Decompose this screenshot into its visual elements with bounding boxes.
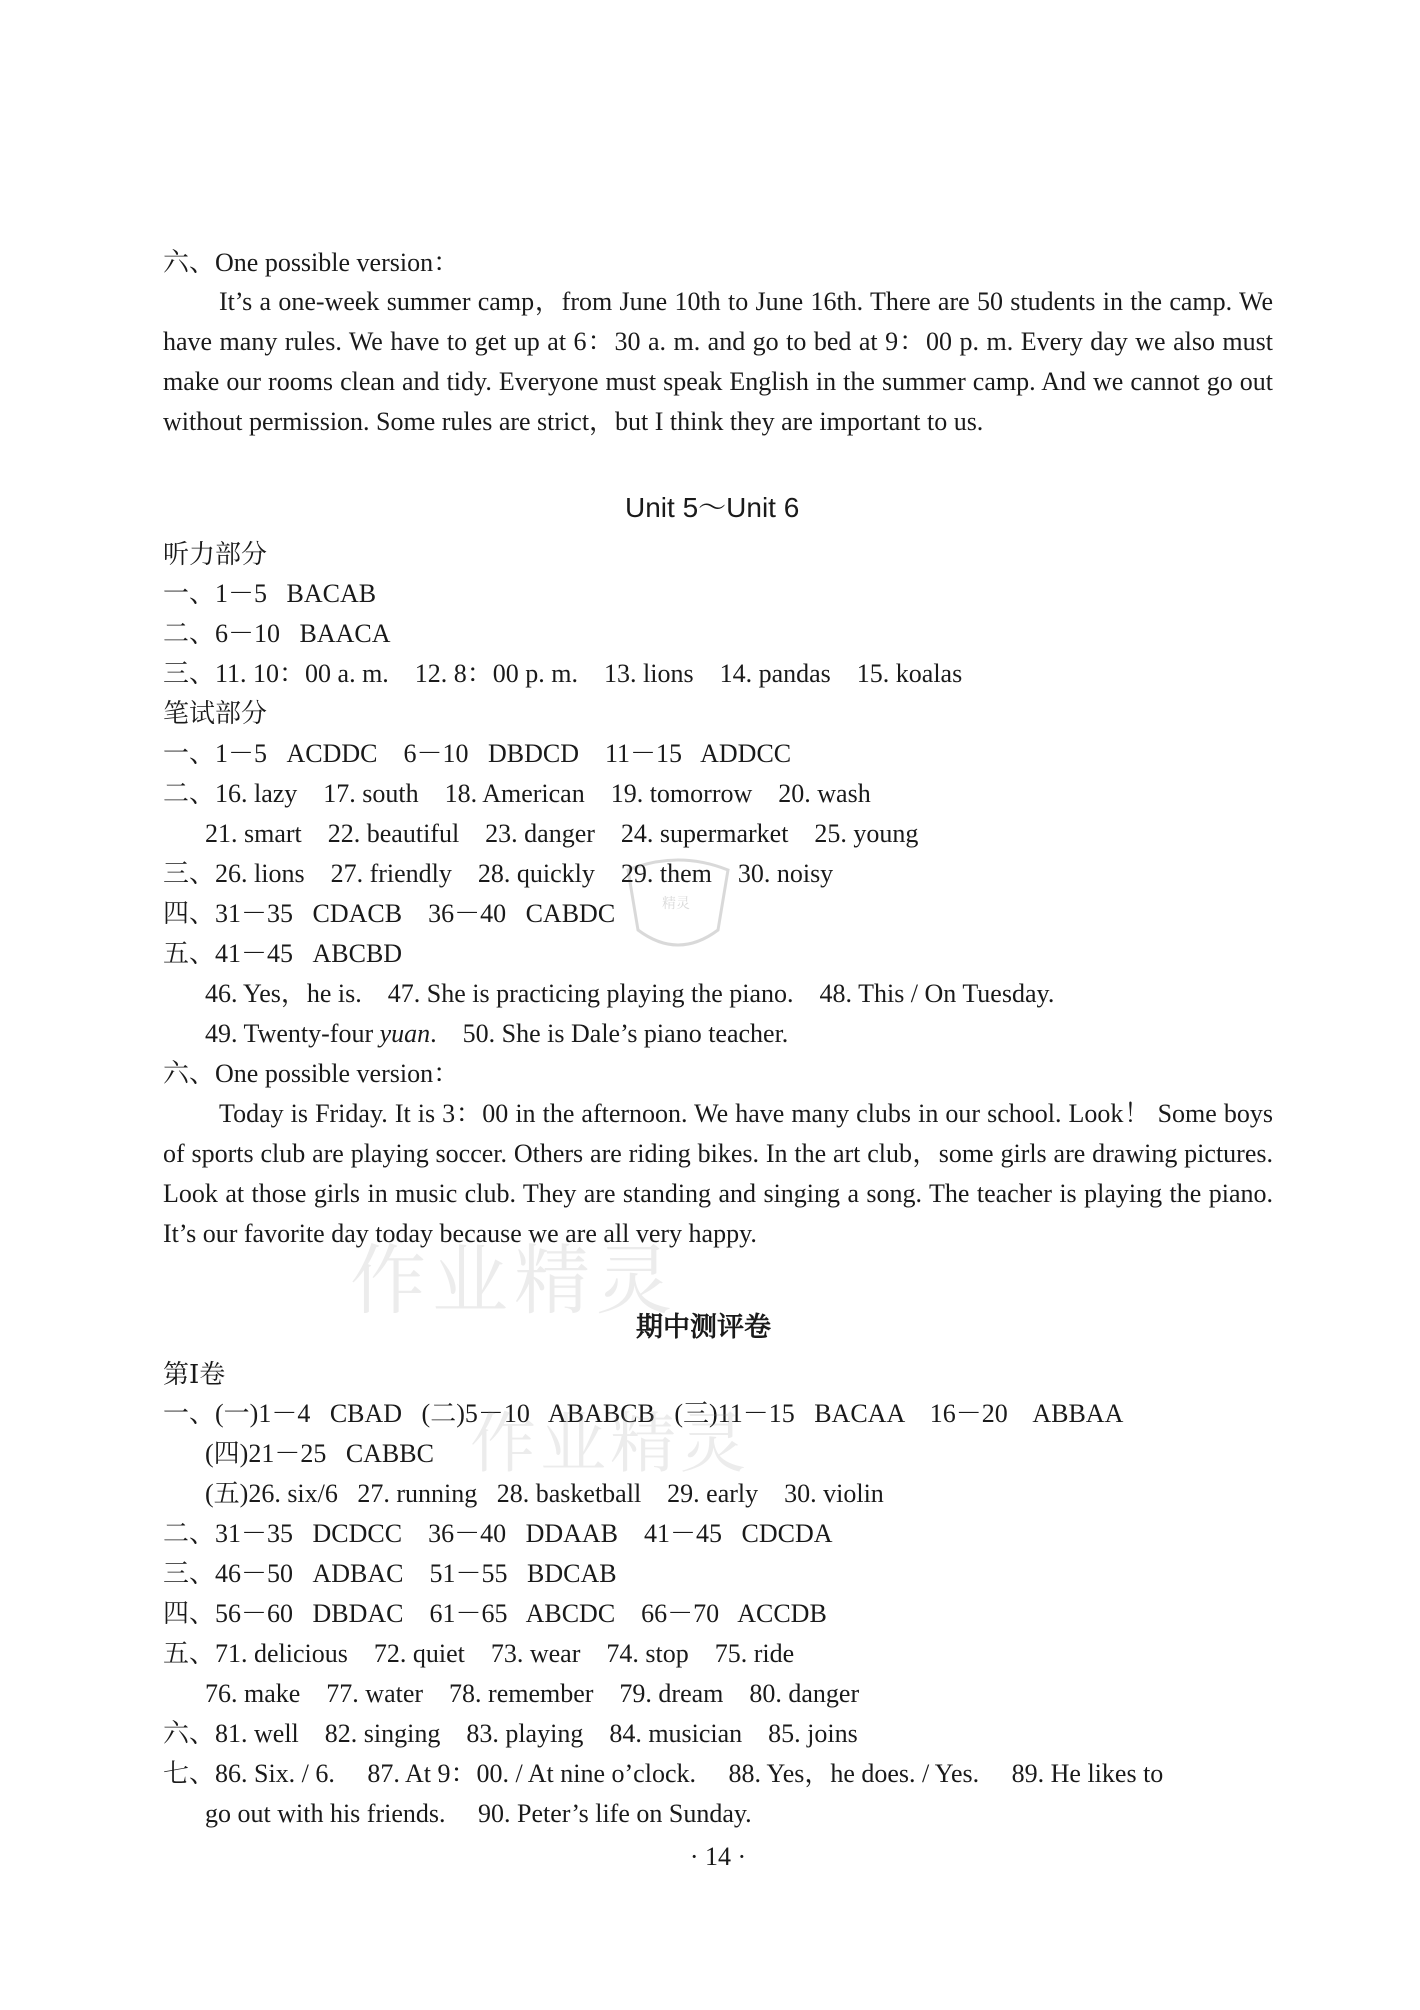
page-number: · 14 ·	[689, 1842, 747, 1871]
answer-line: 二、16. lazy 17. south 18. American 19. tomorrow 20. wash	[163, 779, 871, 808]
answer-text: . 50. She is Dale’s piano teacher.	[430, 1019, 789, 1048]
watermark-stamp-text: 精灵	[662, 896, 690, 912]
essay-paragraph: Today is Friday. It is 3：00 in the afternoon. We have many clubs in our school. Look！ Some boys of sports club are playing soccer. Others are riding bikes. In the art club，some girls are drawing pictures. Look at those girls in music club. They are standing and singing a song. The teacher is playing the piano. It’s our favorite day today because we are all very happy.	[163, 1099, 1273, 1248]
answer-italic-word: yuan	[379, 1019, 431, 1048]
answer-line	[205, 1017, 788, 1051]
written-section-title: 笔试部分	[163, 699, 268, 728]
essay-summer-camp	[163, 282, 1273, 442]
watermark-stamp-icon	[618, 850, 738, 960]
answer-line: 76. make 77. water 78. remember 79. dream 80. danger	[205, 1679, 860, 1708]
answer-line: 一、(一)1－4 CBAD (二)5－10 ABABCB (三)11－15 BACAA 16－20 ABBAA	[163, 1399, 1124, 1428]
watermark-text: 作业精灵	[470, 1405, 750, 1482]
essay-school-clubs	[163, 1094, 1273, 1254]
listening-section-title: 听力部分	[163, 540, 268, 569]
section-label-essay: 六、One possible version：	[163, 1059, 460, 1088]
answer-line: 六、81. well 82. singing 83. playing 84. musician 85. joins	[163, 1719, 858, 1748]
watermark-text: 作业精灵	[350, 1236, 678, 1325]
answer-line: 一、1－5 ACDDC 6－10 DBDCD 11－15 ADDCC	[163, 739, 792, 768]
answer-line: go out with his friends. 90. Peter’s life on Sunday.	[205, 1799, 752, 1828]
answer-line: 五、41－45 ABCBD	[163, 939, 403, 968]
answer-line: (四)21－25 CABBC	[205, 1439, 434, 1468]
unit-title: Unit 5～Unit 6	[625, 492, 800, 523]
essay-paragraph: It’s a one-week summer camp，from June 10th to June 16th. There are 50 students in the camp. We have many rules. We have to get up at 6：30 a. m. and go to bed at 9：00 p. m. Every day we also must make our rooms clean and tidy. Everyone must speak English in the summer camp. And we cannot go out without permission. Some rules are strict，but I think they are important to us.	[163, 287, 1273, 436]
volume-label: 第Ⅰ卷	[163, 1360, 226, 1389]
answer-page	[163, 0, 1273, 2010]
answer-line: 三、46－50 ADBAC 51－55 BDCAB	[163, 1559, 617, 1588]
answer-line: 七、86. Six. / 6. 87. At 9：00. / At nine o’clock. 88. Yes，he does. / Yes. 89. He likes to	[163, 1759, 1164, 1788]
midterm-title: 期中测评卷	[636, 1312, 771, 1343]
answer-line: 一、1－5 BACAB	[163, 579, 377, 608]
answer-line: 四、56－60 DBDAC 61－65 ABCDC 66－70 ACCDB	[163, 1599, 827, 1628]
answer-line: 二、31－35 DCDCC 36－40 DDAAB 41－45 CDCDA	[163, 1519, 833, 1548]
answer-line: 二、6－10 BAACA	[163, 619, 391, 648]
answer-text: 49. Twenty-four	[205, 1019, 380, 1048]
answer-line: 46. Yes，he is. 47. She is practicing playing the piano. 48. This / On Tuesday.	[205, 979, 1055, 1008]
answer-line: 三、11. 10：00 a. m. 12. 8：00 p. m. 13. lions 14. pandas 15. koalas	[163, 659, 963, 688]
section-label-essay: 六、One possible version：	[163, 248, 460, 277]
answer-line: (五)26. six/6 27. running 28. basketball 29. early 30. violin	[205, 1479, 884, 1508]
answer-line: 三、26. lions 27. friendly 28. quickly 29. them 30. noisy	[163, 859, 834, 888]
answer-line: 21. smart 22. beautiful 23. danger 24. supermarket 25. young	[205, 819, 919, 848]
answer-line: 五、71. delicious 72. quiet 73. wear 74. stop 75. ride	[163, 1639, 795, 1668]
answer-line: 四、31－35 CDACB 36－40 CABDC	[163, 899, 616, 928]
